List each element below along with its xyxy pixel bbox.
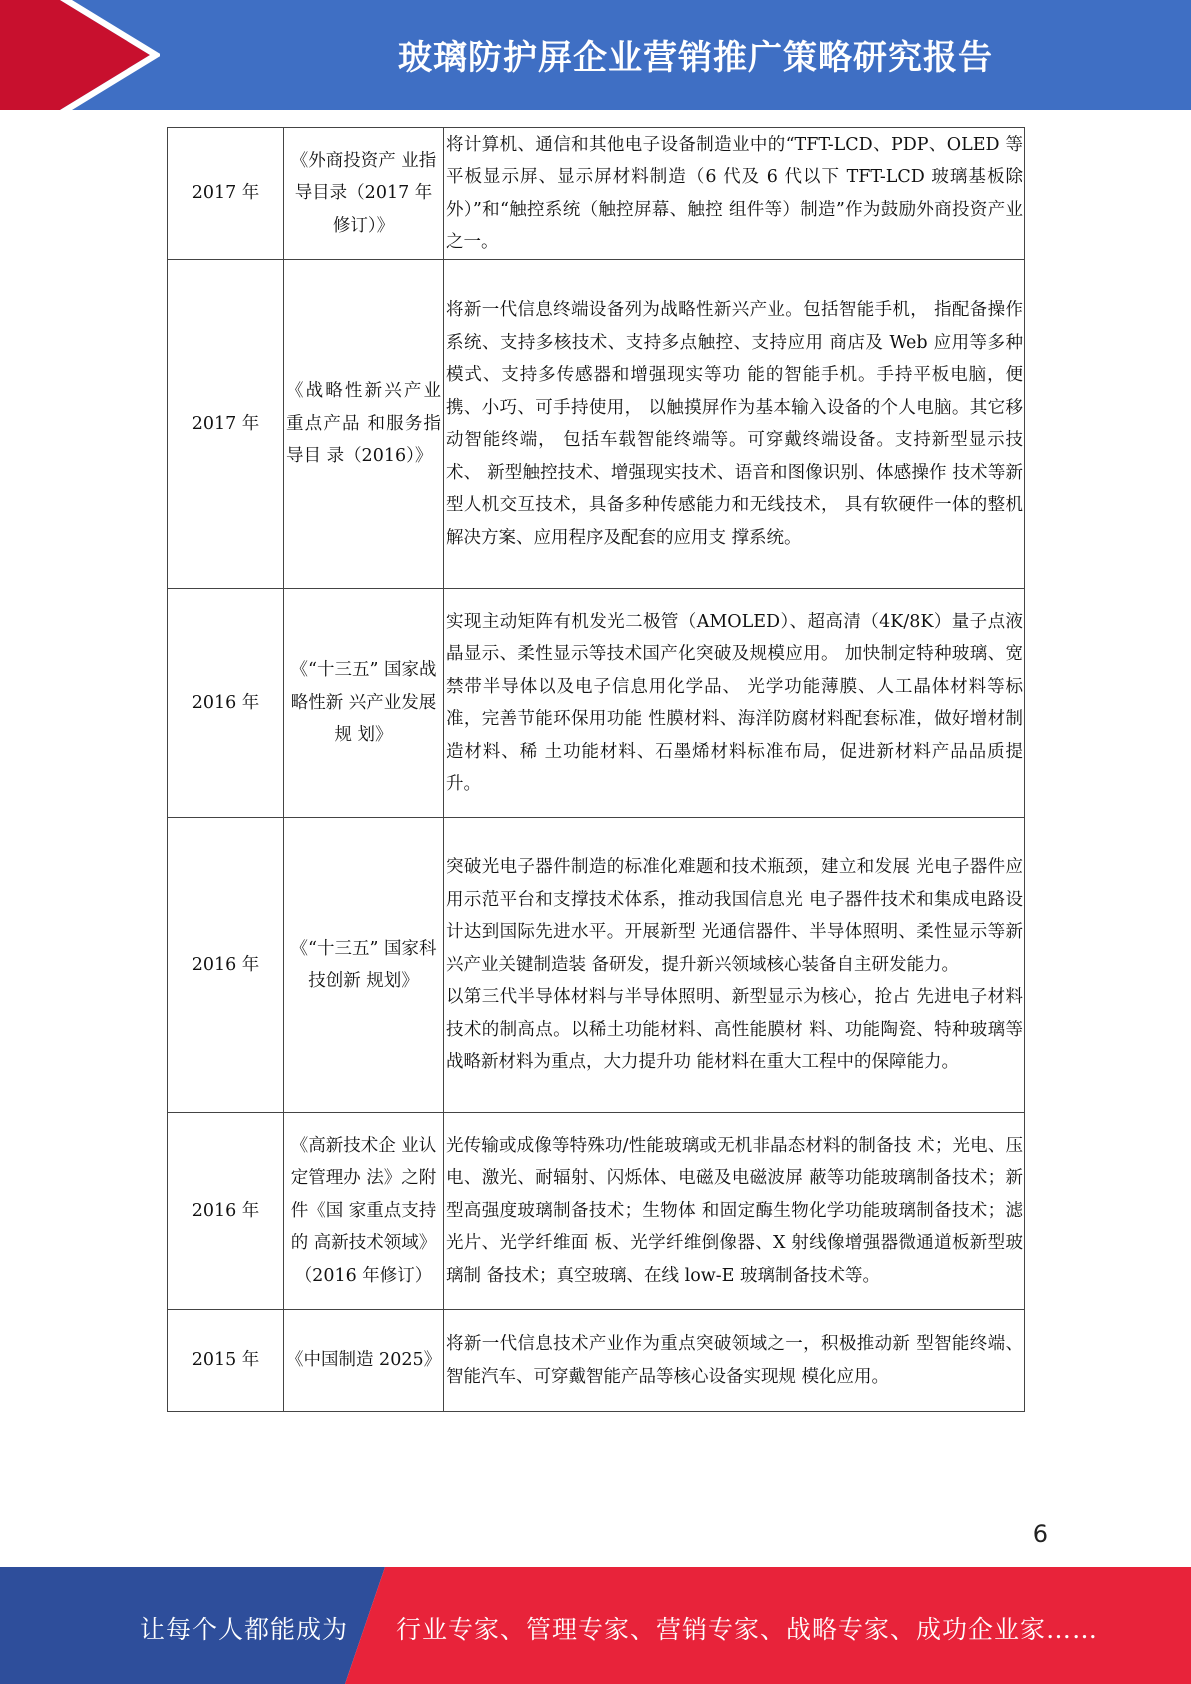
document-cell: 《“十三五” 国家科技创新 规划》 xyxy=(284,818,444,1113)
page-number: 6 xyxy=(1032,1520,1048,1548)
document-cell: 《“十三五” 国家战略性新 兴产业发展规 划》 xyxy=(284,589,444,818)
year-cell: 2016 年 xyxy=(168,589,284,818)
content-paragraph: 光传输或成像等特殊功/性能玻璃或无机非晶态材料的制备技 术；光电、压电、激光、耐辐射、闪烁体、电磁及电磁波屏 蔽等功能玻璃制备技术；新型高强度玻璃制备技术；生物体 和固定酶生物化学功能玻璃制备技术；滤光片、光学纤维面 板、光学纤维倒像器、X 射线像增强器微通道板新型玻璃制 备技术；真空玻璃、在线 low-E 玻璃制备技术等。 xyxy=(446,1135,1023,1286)
content-paragraph: 突破光电子器件制造的标准化难题和技术瓶颈，建立和发展 光电子器件应用示范平台和支撑技术体系，推动我国信息光 电子器件技术和集成电路设计达到国际先进水平。开展新型 光通信器件、半导体照明、柔性显示等新兴产业关键制造装 备研发，提升新兴领域核心装备自主研发能力。 xyxy=(446,857,1023,975)
year-cell: 2015 年 xyxy=(168,1310,284,1412)
content-cell xyxy=(444,818,1025,1113)
report-title: 玻璃防护屏企业营销推广策略研究报告 xyxy=(398,37,993,78)
content-paragraph: 将新一代信息技术产业作为重点突破领域之一，积极推动新 型智能终端、智能汽车、可穿戴智能产品等核心设备实现规 模化应用。 xyxy=(446,1334,1023,1387)
content-paragraph: 将计算机、通信和其他电子设备制造业中的“TFT-LCD、PDP、OLED 等平板显示屏、显示屏材料制造（6 代及 6 代以下 TFT-LCD 玻璃基板除外）”和“触控系统（触控屏幕、触控 组件等）制造”作为鼓励外商投资产业之一。 xyxy=(446,134,1023,252)
content-cell xyxy=(444,260,1025,589)
red-chevron-shape xyxy=(0,0,150,110)
table-row xyxy=(168,589,1025,818)
header-band xyxy=(0,0,1191,110)
footer-slogan-roles: 行业专家、管理专家、营销专家、战略专家、成功企业家…… xyxy=(396,1615,1099,1644)
year-cell: 2016 年 xyxy=(168,1113,284,1310)
table-row xyxy=(168,818,1025,1113)
year-cell: 2017 年 xyxy=(168,128,284,260)
document-cell: 《外商投资产 业指导目录（2017 年修订）》 xyxy=(284,128,444,260)
year-cell: 2016 年 xyxy=(168,818,284,1113)
table-row xyxy=(168,260,1025,589)
header-arrow-decoration xyxy=(0,0,160,110)
content-paragraph: 实现主动矩阵有机发光二极管（AMOLED）、超高清（4K/8K）量子点液晶显示、柔性显示等技术国产化突破及规模应用。 加快制定特种玻璃、宽禁带半导体以及电子信息用化学品、 光学功能薄膜、人工晶体材料等标准，完善节能环保用功能 性膜材料、海洋防腐材料配套标准，做好增材制造材料、稀 土功能材料、石墨烯材料标准布局，促进新材料产品品质提 升。 xyxy=(446,611,1023,794)
content-cell xyxy=(444,1310,1025,1412)
document-cell: 《高新技术企 业认定管理办 法》之附件《国 家重点支持的 高新技术领域》（2016 年修订） xyxy=(284,1113,444,1310)
table-row xyxy=(168,128,1025,260)
policy-table xyxy=(167,127,1025,1412)
table-row xyxy=(168,1113,1025,1310)
table-row xyxy=(168,1310,1025,1412)
content-cell xyxy=(444,1113,1025,1310)
document-cell: 《中国制造 2025》 xyxy=(284,1310,444,1412)
content-paragraph: 将新一代信息终端设备列为战略性新兴产业。包括智能手机， 指配备操作系统、支持多核技术、支持多点触控、支持应用 商店及 Web 应用等多种模式、支持多传感器和增强现实等功 能的智能手机。手持平板电脑，便携、小巧、可手持使用， 以触摸屏作为基本输入设备的个人电脑。其它移动智能终端， 包括车载智能终端等。可穿戴终端设备。支持新型显示技术、 新型触控技术、增强现实技术、语音和图像识别、体感操作 技术等新型人机交互技术，具备多种传感能力和无线技术， 具有软硬件一体的整机解决方案、应用程序及配套的应用支 撑系统。 xyxy=(446,300,1023,548)
year-cell: 2017 年 xyxy=(168,260,284,589)
footer-slogan-lead: 让每个人都能成为 xyxy=(140,1615,349,1644)
content-cell xyxy=(444,589,1025,818)
content-paragraph: 以第三代半导体材料与半导体照明、新型显示为核心，抢占 先进电子材料技术的制高点。以稀土功能材料、高性能膜材 料、功能陶瓷、特种玻璃等战略新材料为重点，大力提升功 能材料在重大工程中的保障能力。 xyxy=(446,987,1023,1073)
content-cell xyxy=(444,128,1025,260)
document-cell: 《战略性新兴产业重点产品 和服务指导目 录（2016）》 xyxy=(284,260,444,589)
